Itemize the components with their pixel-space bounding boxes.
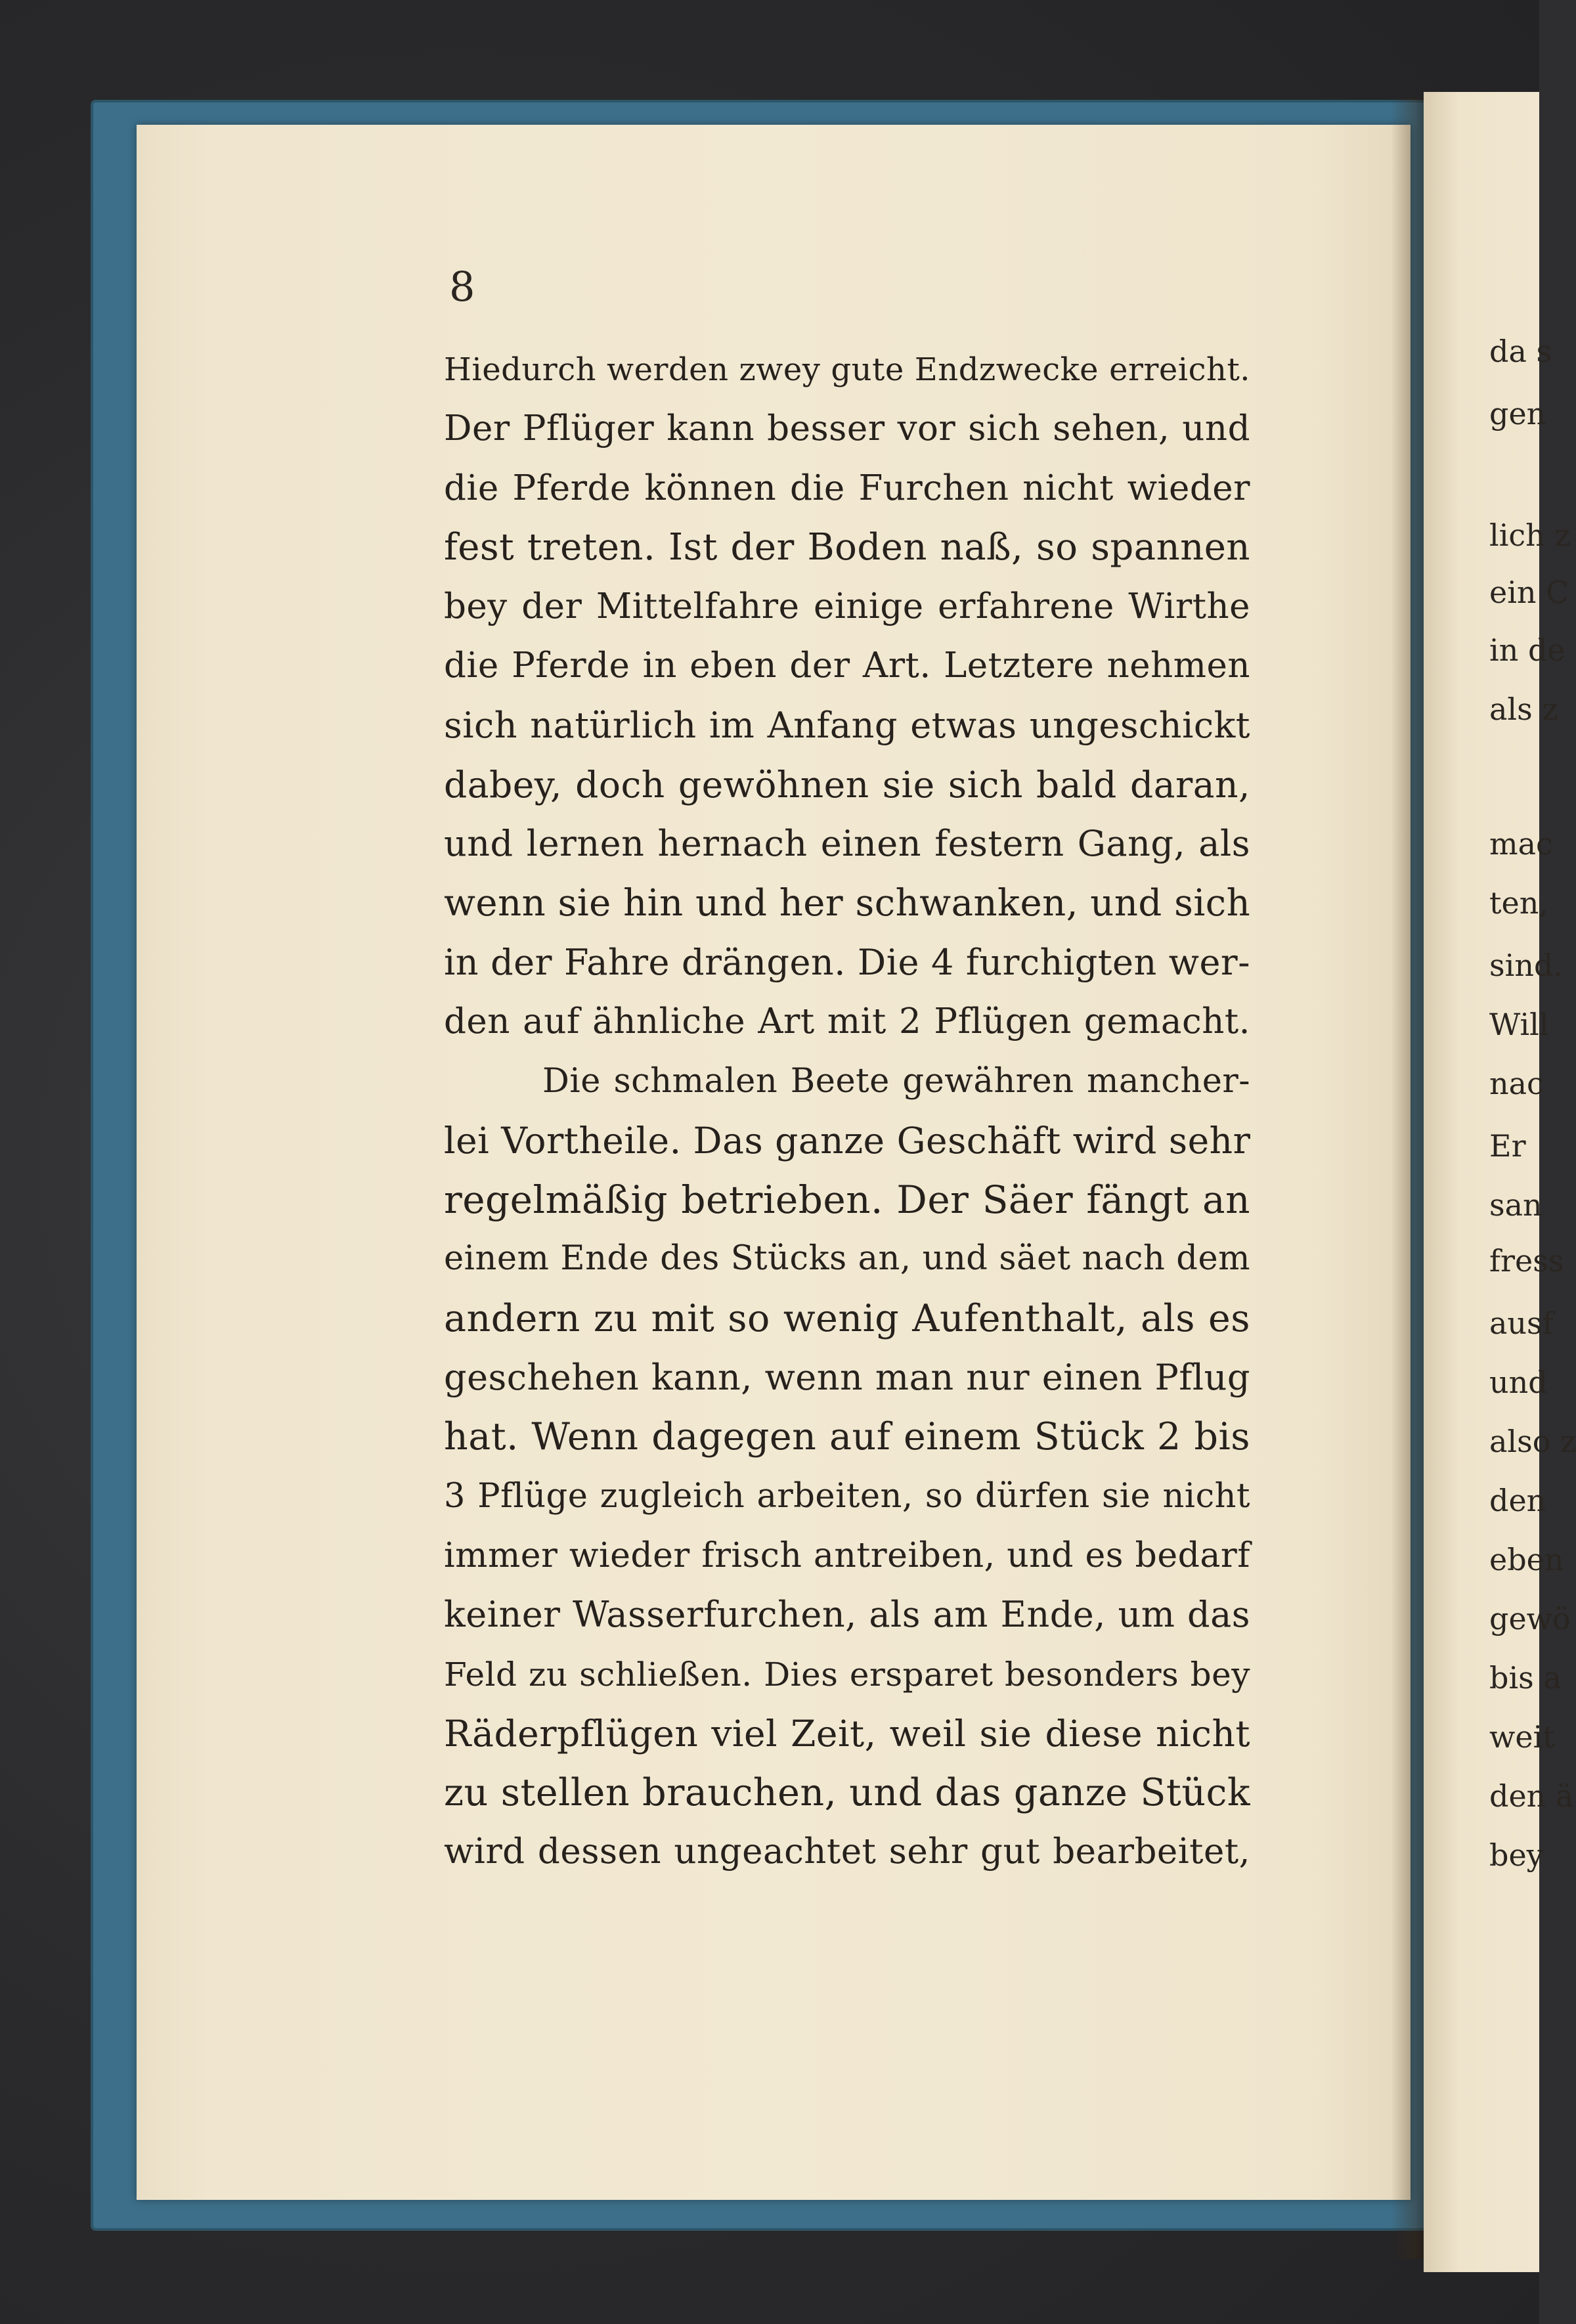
text-line: den auf ähnliche Art mit 2 Pflügen gemacht. [444,1001,1250,1042]
text-line: Feld zu schließen. Dies ersparet besonders bey [444,1655,1250,1694]
text-line: wenn sie hin und her schwanken, und sich [444,881,1251,925]
text-line: Räderpflügen viel Zeit, weil sie diese nicht [444,1712,1250,1755]
text-line: 3 Pflüge zugleich arbeiten, so dürfen sie nicht [444,1476,1250,1516]
facing-text-fragment: bey [1489,1837,1544,1873]
body-text [444,340,1250,1882]
text-line: regelmäßig betrieben. Der Säer fängt an [444,1177,1250,1223]
facing-text-fragment: sind. [1489,948,1564,983]
text-line: Die schmalen Beete gewähren mancher- [542,1061,1250,1101]
text-line: einem Ende des Stücks an, und säet nach dem [444,1239,1250,1279]
text-line: zu stellen brauchen, und das ganze Stück [444,1771,1250,1815]
facing-text-fragment: bis a [1489,1660,1562,1696]
facing-text-fragment: als z [1489,691,1558,727]
facing-text-fragment: Er [1489,1128,1526,1164]
facing-text-fragment: den ä [1489,1778,1574,1814]
text-line: Hiedurch werden zwey gute Endzwecke erreicht. [444,351,1250,388]
text-line: und lernen hernach einen festern Gang, als [444,823,1250,865]
facing-text-fragment: da s [1489,334,1552,369]
page-number: 8 [449,263,475,311]
text-line: dabey, doch gewöhnen sie sich bald daran, [444,764,1250,806]
facing-text-fragment: ausf [1489,1305,1554,1341]
facing-text-fragment: nac [1489,1066,1544,1101]
facing-text-fragment: gewö [1489,1601,1571,1636]
text-line: die Pferde in eben der Art. Letztere nehmen [444,646,1250,686]
text-line: bey der Mittelfahre einige erfahrene Wirthe [444,586,1250,627]
facing-text-fragment: ten, [1489,885,1548,921]
facing-text-fragment: den [1489,1483,1546,1518]
text-line: lei Vortheile. Das ganze Geschäft wird sehr [444,1119,1251,1162]
facing-text-fragment: eben [1489,1542,1564,1577]
facing-text-fragment: weit [1489,1719,1555,1755]
facing-text-fragment: san [1489,1187,1543,1223]
text-line: in der Fahre drängen. Die 4 furchigten wer- [444,941,1250,983]
facing-text-fragment: in de [1489,632,1565,668]
facing-text-fragment: fress [1489,1243,1564,1279]
text-line: hat. Wenn dagegen auf einem Stück 2 bis [444,1415,1250,1459]
text-line: geschehen kann, wenn man nur einen Pflug [444,1357,1250,1399]
text-line: keiner Wasserfurchen, als am Ende, um das [444,1594,1250,1636]
facing-text-fragment: mac [1489,826,1553,862]
facing-text-fragment: ein C [1489,575,1569,610]
text-line: fest treten. Ist der Boden naß, so spannen [444,525,1250,569]
text-line: immer wieder frisch antreiben, und es bedarf [444,1535,1250,1575]
text-line: sich natürlich im Anfang etwas ungeschickt [444,704,1250,746]
facing-text-fragment: Will [1489,1007,1549,1042]
text-line: wird dessen ungeachtet sehr gut bearbeitet, [444,1831,1250,1872]
facing-text-fragment: lich z [1489,517,1571,553]
text-line: die Pferde können die Furchen nicht wieder [444,468,1250,508]
facing-text-fragment: und [1489,1365,1548,1400]
facing-text-fragment: also z [1489,1424,1576,1459]
text-line: Der Pflüger kann besser vor sich sehen, und [444,408,1250,449]
facing-text-fragment: gen [1489,396,1546,431]
text-line: andern zu mit so wenig Aufenthalt, als es [444,1296,1250,1340]
